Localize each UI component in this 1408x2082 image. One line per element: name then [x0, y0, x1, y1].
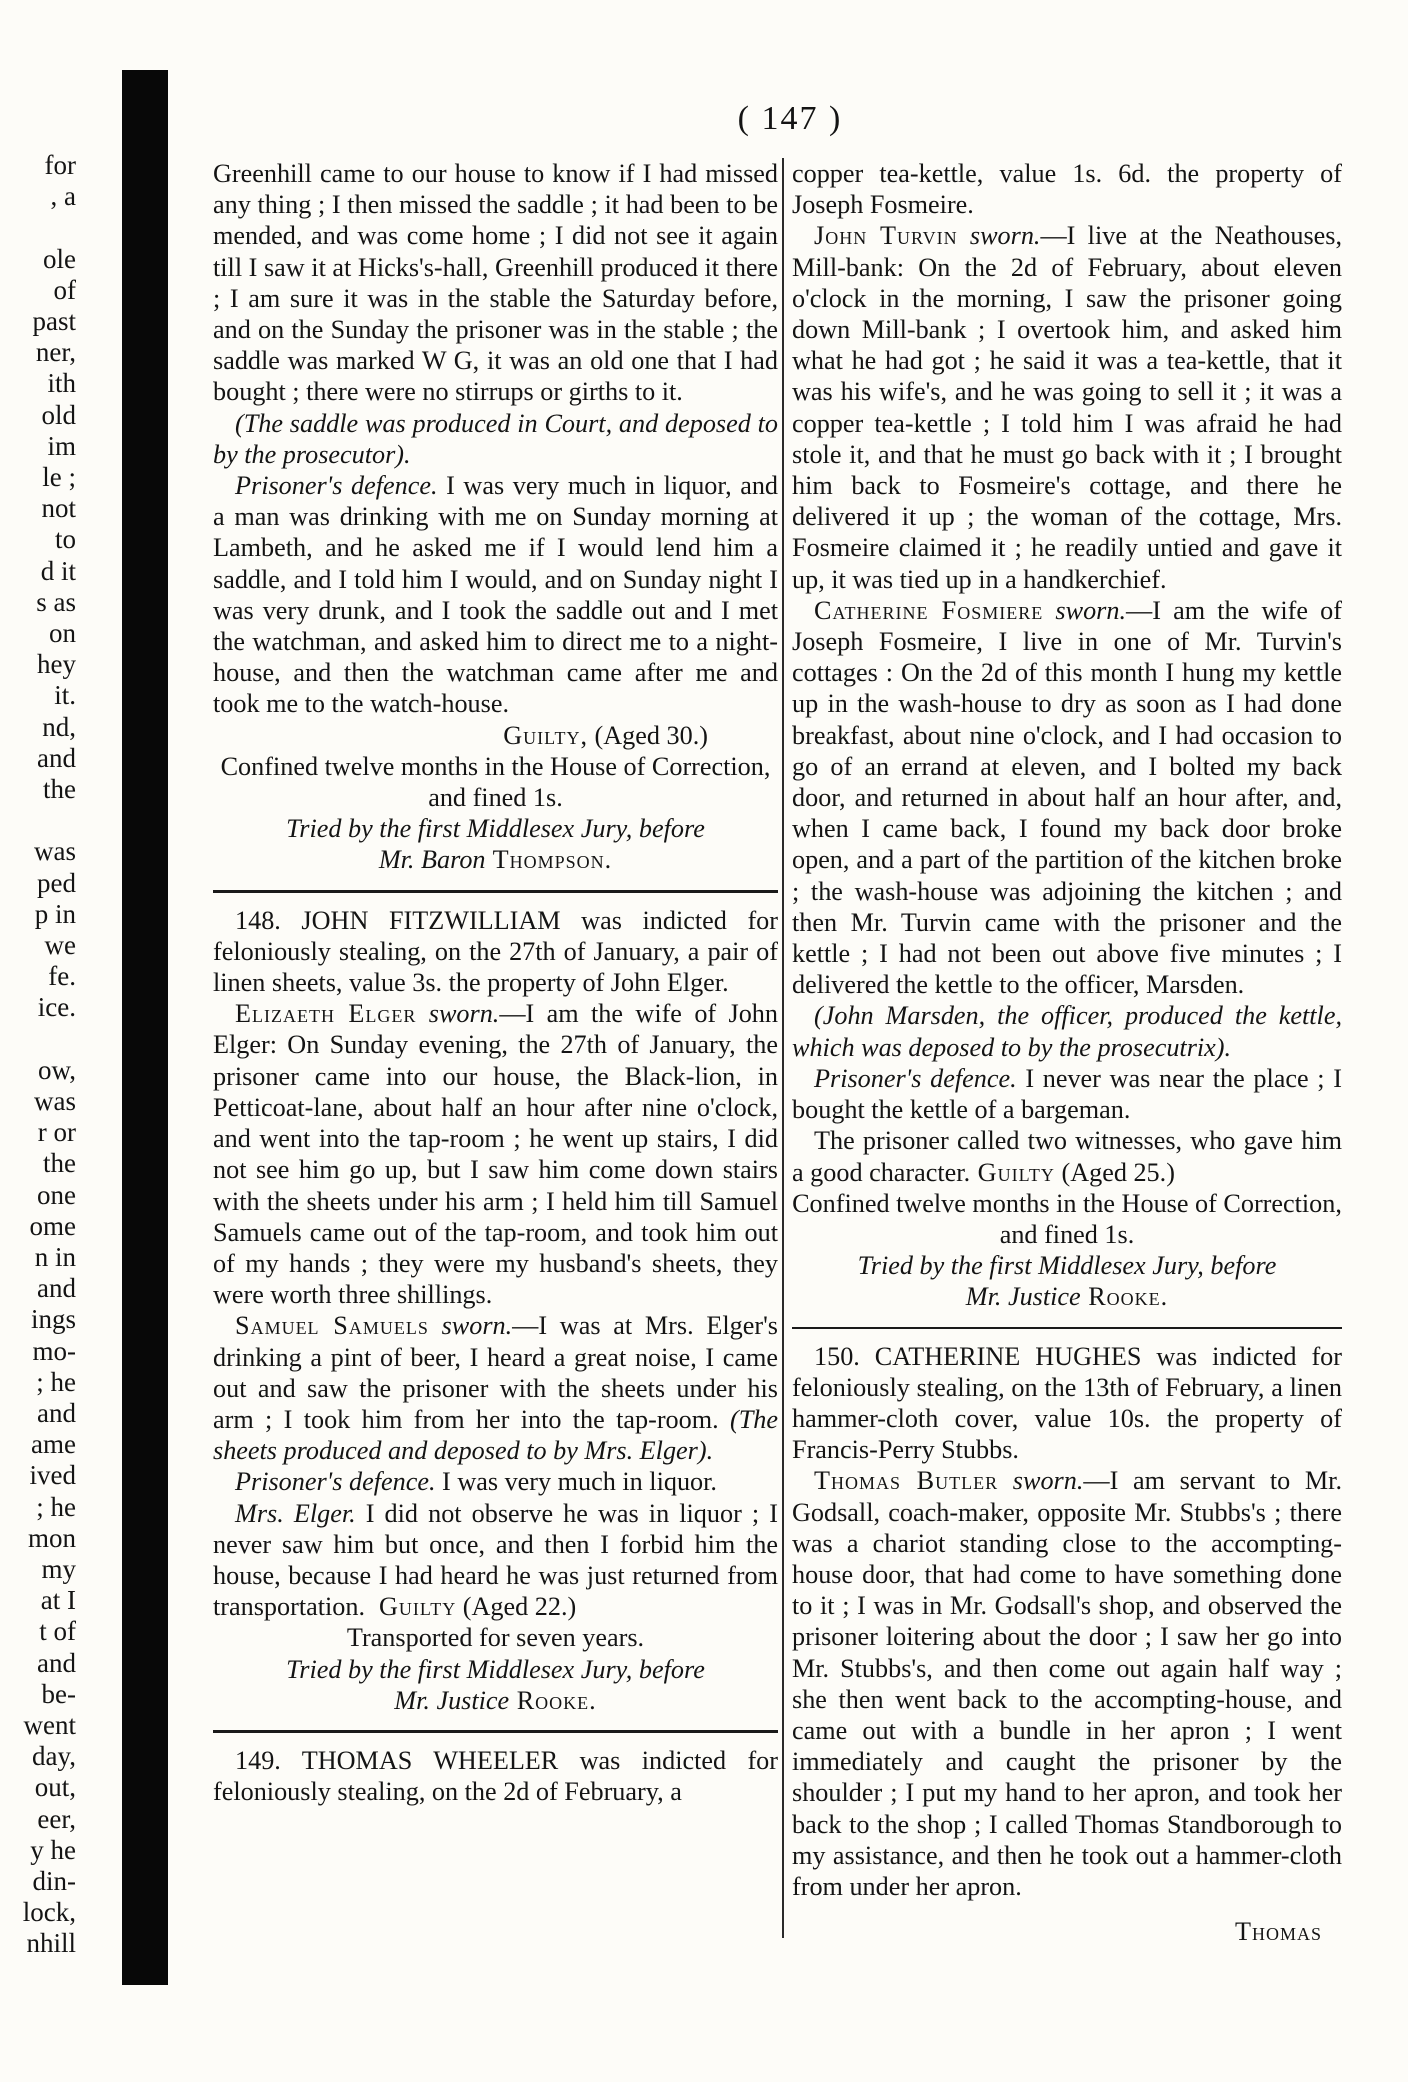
edge-fragment: ; he [36, 1491, 76, 1522]
edge-fragment: ; he [36, 1366, 76, 1397]
edge-fragment: eer, [37, 1803, 76, 1834]
witness-testimony [213, 1498, 778, 1623]
judge-name: Thompson. [485, 845, 613, 875]
judge-name: Rooke. [1080, 1282, 1169, 1312]
testimony-text: —I am servant to Mr. Godsall, coach-maker, opposite Mr. Stubbs's ; there was a chariot standing close to the accompting-house door, that had come to have something done to it ; I was in Mr. Godsall's shop, and observed the prisoner loitering about the door ; I saw her go into Mr. Stubbs's, and then come out again half way ; she then went back to the accompting-house, and came out with a bundle in her apron ; I went immediately and caught the prisoner by the shoulder ; I put my hand to her apron, and took her back to the shop ; I called Thomas Standborough to my assistance, and then he took out a hammer-cloth from under her apron. [792, 1466, 1342, 1901]
edge-fragment: ived [29, 1460, 76, 1491]
column-divider [782, 158, 784, 1938]
edge-fragment: ame [31, 1429, 76, 1460]
judge-line [213, 1685, 778, 1716]
testimony-text: —I am the wife of John Elger: On Sunday evening, the 27th of January, the prisoner came into our house, the Black-lion, in Petticoat-lane, about half an hour after nine o'clock, and went into the tap-room ; he went up stairs, I did not see him go up, but I saw him come down stairs with the sheets under his arm ; I held him till Samuel Samuels came out of the tap-room, and took him out of my hands ; they were my husband's sheets, they were worth three shillings. [213, 999, 778, 1310]
trial-note: Tried by the first Middlesex Jury, before [286, 814, 705, 844]
witness-name: Elizaeth Elger [235, 999, 417, 1029]
sentence: Transported for seven years. [346, 1623, 645, 1653]
defence-label: Prisoner's defence. [814, 1063, 1017, 1093]
edge-fragment: to [54, 524, 76, 555]
verdict: Guilty, [503, 720, 588, 750]
book-binding-shadow [122, 70, 168, 1985]
edge-fragment: im [47, 430, 76, 461]
court-note: (The sheets produced and deposed to by Mrs. Elger). [213, 1404, 778, 1466]
testimony-paragraph: Greenhill came to our house to know if I had missed any thing ; I then missed the saddle ; it had been to be mended, and was come home ; I did not see it again till I saw it at Hicks's-hall, Greenhill produced it there ; I am sure it was in the stable the Saturday before, and on the Sunday the prisoner was in the stable ; the saddle was marked W G, it was an old one that I had bought ; there were no stirrups or girths to it. [213, 159, 778, 407]
edge-fragment: at I [40, 1585, 76, 1616]
witness-note [792, 1125, 1342, 1187]
edge-fragment: y he [30, 1834, 76, 1865]
verdict: Guilty [970, 1157, 1055, 1187]
testimony-text: —I live at the Neathouses, Mill-bank: On the 2d of February, about eleven o'clock in the morning, I saw the prisoner going down Mill-bank ; I overtook him, and asked him what he had got ; he said it was a tea-kettle, that it was his wife's, and he was going to sell it ; it was a copper tea-kettle ; I told him I was afraid he had stole it, and that he must go back with it ; I brought him back to Fosmeire's cottage, and there he delivered it up ; the woman of the cottage, Mrs. Fosmeire claimed it ; he readily untied and gave it up, it was tied up in a handkerchief. [792, 221, 1342, 594]
edge-fragment: mo- [32, 1335, 76, 1366]
judge-title: Mr. Justice [394, 1685, 510, 1715]
edge-fragment: was [34, 1086, 76, 1116]
sworn-label: sworn. [998, 1466, 1084, 1496]
edge-fragment: be- [41, 1678, 76, 1709]
sworn-label: sworn. [1043, 595, 1126, 625]
edge-fragment: fe. [48, 961, 76, 992]
trial-note: Tried by the first Middlesex Jury, before [857, 1251, 1277, 1281]
witness-note-text: The prisoner called two witnesses, who gave him a good character. [792, 1126, 1342, 1187]
testimony-text: I did not observe he was in liquor ; I never saw him but once, and then I forbid him the house, because I had heard he was just returned from transportation. [213, 1498, 778, 1622]
case-heading: 149. THOMAS WHEELER was indicted for feloniously stealing, on the 2d of February, a [213, 1745, 778, 1807]
edge-fragment: ow, [38, 1054, 76, 1085]
prisoner-defence [792, 1063, 1342, 1125]
prisoner-defence [213, 1466, 778, 1497]
right-column [792, 158, 1342, 1947]
witness-testimony [213, 1310, 778, 1466]
edge-fragment: and [37, 1647, 76, 1678]
edge-fragment: t of [39, 1616, 76, 1647]
trial-note: Tried by the first Middlesex Jury, before [286, 1654, 705, 1684]
prisoner-age: (Aged 25.) [1054, 1157, 1175, 1187]
case-heading: 148. JOHN FITZWILLIAM was indicted for feloniously stealing, on the 27th of January, a pair of linen sheets, value 3s. the property of John Elger. [213, 905, 778, 998]
prisoner-defence [213, 470, 778, 720]
edge-fragment: ped [37, 867, 76, 898]
sentence: Confined twelve months in the House of Correction, and fined 1s. [220, 751, 771, 813]
edge-fragment: p in [34, 898, 76, 929]
edge-fragment: and [37, 1273, 76, 1304]
edge-fragment: ome [29, 1210, 76, 1241]
edge-fragment: it. [54, 680, 76, 711]
verdict: Guilty [379, 1592, 457, 1622]
edge-fragment: of [53, 274, 76, 305]
edge-fragment: my [41, 1554, 76, 1584]
defence-label: Prisoner's defence. [235, 471, 438, 501]
witness-name: Catherine Fosmiere [814, 595, 1044, 625]
court-note: (John Marsden, the officer, produced the kettle, which was deposed to by the prosecutrix). [792, 1001, 1342, 1062]
prisoner-age: (Aged 22.) [456, 1592, 577, 1622]
edge-fragment: din- [32, 1866, 76, 1896]
testimony-text: —I was at Mrs. Elger's drinking a pint of beer, I heard a great noise, I came out and saw the prisoner with the sheets under his arm ; I took him from her into the tap-room. [213, 1311, 778, 1434]
edge-fragment: mon [27, 1522, 76, 1553]
prisoner-age: (Aged 30.) [588, 720, 708, 750]
edge-fragment: and [37, 1398, 76, 1428]
edge-fragment: and [37, 742, 76, 773]
left-column [213, 158, 778, 1807]
witness-testimony [792, 1465, 1342, 1902]
defence-text: I was very much in liquor, and a man was drinking with me on Sunday morning at Lambeth, and he asked me if I would lend him a saddle, and I told him I would, and on Sunday night I was very drunk, and I took the saddle out and I met the watchman, and asked him to direct me to a night-house, and then the watchman came after me and took me to the watch-house. [213, 471, 779, 719]
case-divider [213, 1730, 778, 1733]
edge-fragment: hey [37, 649, 76, 680]
edge-fragment: out, [34, 1772, 76, 1803]
edge-fragment: ings [30, 1304, 76, 1335]
edge-fragment: nhill [26, 1928, 76, 1959]
edge-fragment: d it [40, 555, 76, 586]
witness-name: Thomas Butler [814, 1466, 999, 1496]
judge-name: Rooke. [509, 1685, 597, 1715]
edge-fragment: not [41, 493, 76, 524]
witness-testimony [792, 220, 1342, 594]
sentence: Confined twelve months in the House of Correction, and fined 1s. [792, 1188, 1342, 1249]
edge-fragment: , a [50, 181, 76, 212]
adjacent-page-edge [0, 150, 80, 1960]
edge-fragment: ice. [37, 992, 76, 1023]
witness-testimony [213, 998, 778, 1310]
sworn-label: sworn. [957, 221, 1041, 251]
edge-fragment: ner, [35, 337, 76, 368]
edge-fragment: old [41, 399, 76, 430]
page-number: ( 147 ) [737, 100, 843, 137]
defence-label: Prisoner's defence. [235, 1467, 436, 1497]
edge-fragment: day, [32, 1741, 76, 1772]
catchword: Thomas [1234, 1917, 1322, 1947]
judge-line [792, 1281, 1342, 1312]
judge-line [213, 844, 778, 875]
verdict-line [213, 720, 778, 751]
witness-testimony [792, 595, 1342, 1001]
judge-title: Mr. Justice [965, 1282, 1081, 1312]
testimony-text: —I am the wife of Joseph Fosmeire, I live in one of Mr. Turvin's cottages : On the 2d of this month I hung my kettle up in the wash-house to dry as soon as I had done breakfast, about nine o'clock, and I had occasion to go of an errand at eleven, and I bolted my back door, and returned in about half an hour after, and, when I came back, I found my back door broke open, and a part of the partition of the kitchen broke ; the wash-house was adjoining the kitchen ; and then Mr. Turvin came with the prisoner and the kettle ; I had not been out above five minutes ; I delivered the kettle to the officer, Marsden. [792, 595, 1342, 1000]
case-heading: 150. CATHERINE HUGHES was indicted for feloniously stealing, on the 13th of February, a linen hammer-cloth cover, value 10s. the property of Francis-Perry Stubbs. [792, 1341, 1342, 1465]
witness-name: John Turvin [814, 221, 958, 251]
edge-fragment: ole [43, 243, 76, 274]
edge-fragment: lock, [22, 1897, 76, 1928]
edge-fragment: ith [47, 368, 76, 399]
edge-fragment: for [44, 150, 76, 180]
defence-text: I was very much in liquor. [435, 1467, 717, 1497]
edge-fragment: on [49, 618, 76, 648]
edge-fragment: r or [37, 1117, 76, 1148]
edge-fragment: the [43, 1148, 76, 1179]
edge-fragment: nd, [42, 711, 76, 742]
edge-fragment: was [34, 836, 76, 867]
sworn-label: sworn. [428, 1311, 513, 1341]
judge-title: Mr. Baron [378, 845, 486, 875]
witness-name: Mrs. Elger. [235, 1498, 356, 1528]
edge-fragment: the [43, 774, 76, 804]
edge-fragment: s as [36, 586, 76, 617]
edge-fragment: n in [34, 1242, 76, 1272]
edge-fragment: le ; [42, 462, 76, 492]
edge-fragment: went [23, 1710, 76, 1740]
case-divider [213, 890, 778, 893]
edge-fragment: we [44, 930, 76, 960]
sworn-label: sworn. [416, 999, 500, 1029]
case-divider [792, 1327, 1342, 1329]
edge-fragment: one [37, 1179, 76, 1210]
testimony-paragraph: copper tea-kettle, value 1s. 6d. the property of Joseph Fosmeire. [792, 159, 1342, 220]
court-note: (The saddle was produced in Court, and deposed to by the prosecutor). [213, 408, 778, 469]
defence-text: I never was near the place ; I bought the kettle of a bargeman. [792, 1063, 1342, 1125]
edge-fragment: past [32, 306, 76, 336]
witness-name: Samuel Samuels [235, 1311, 429, 1341]
